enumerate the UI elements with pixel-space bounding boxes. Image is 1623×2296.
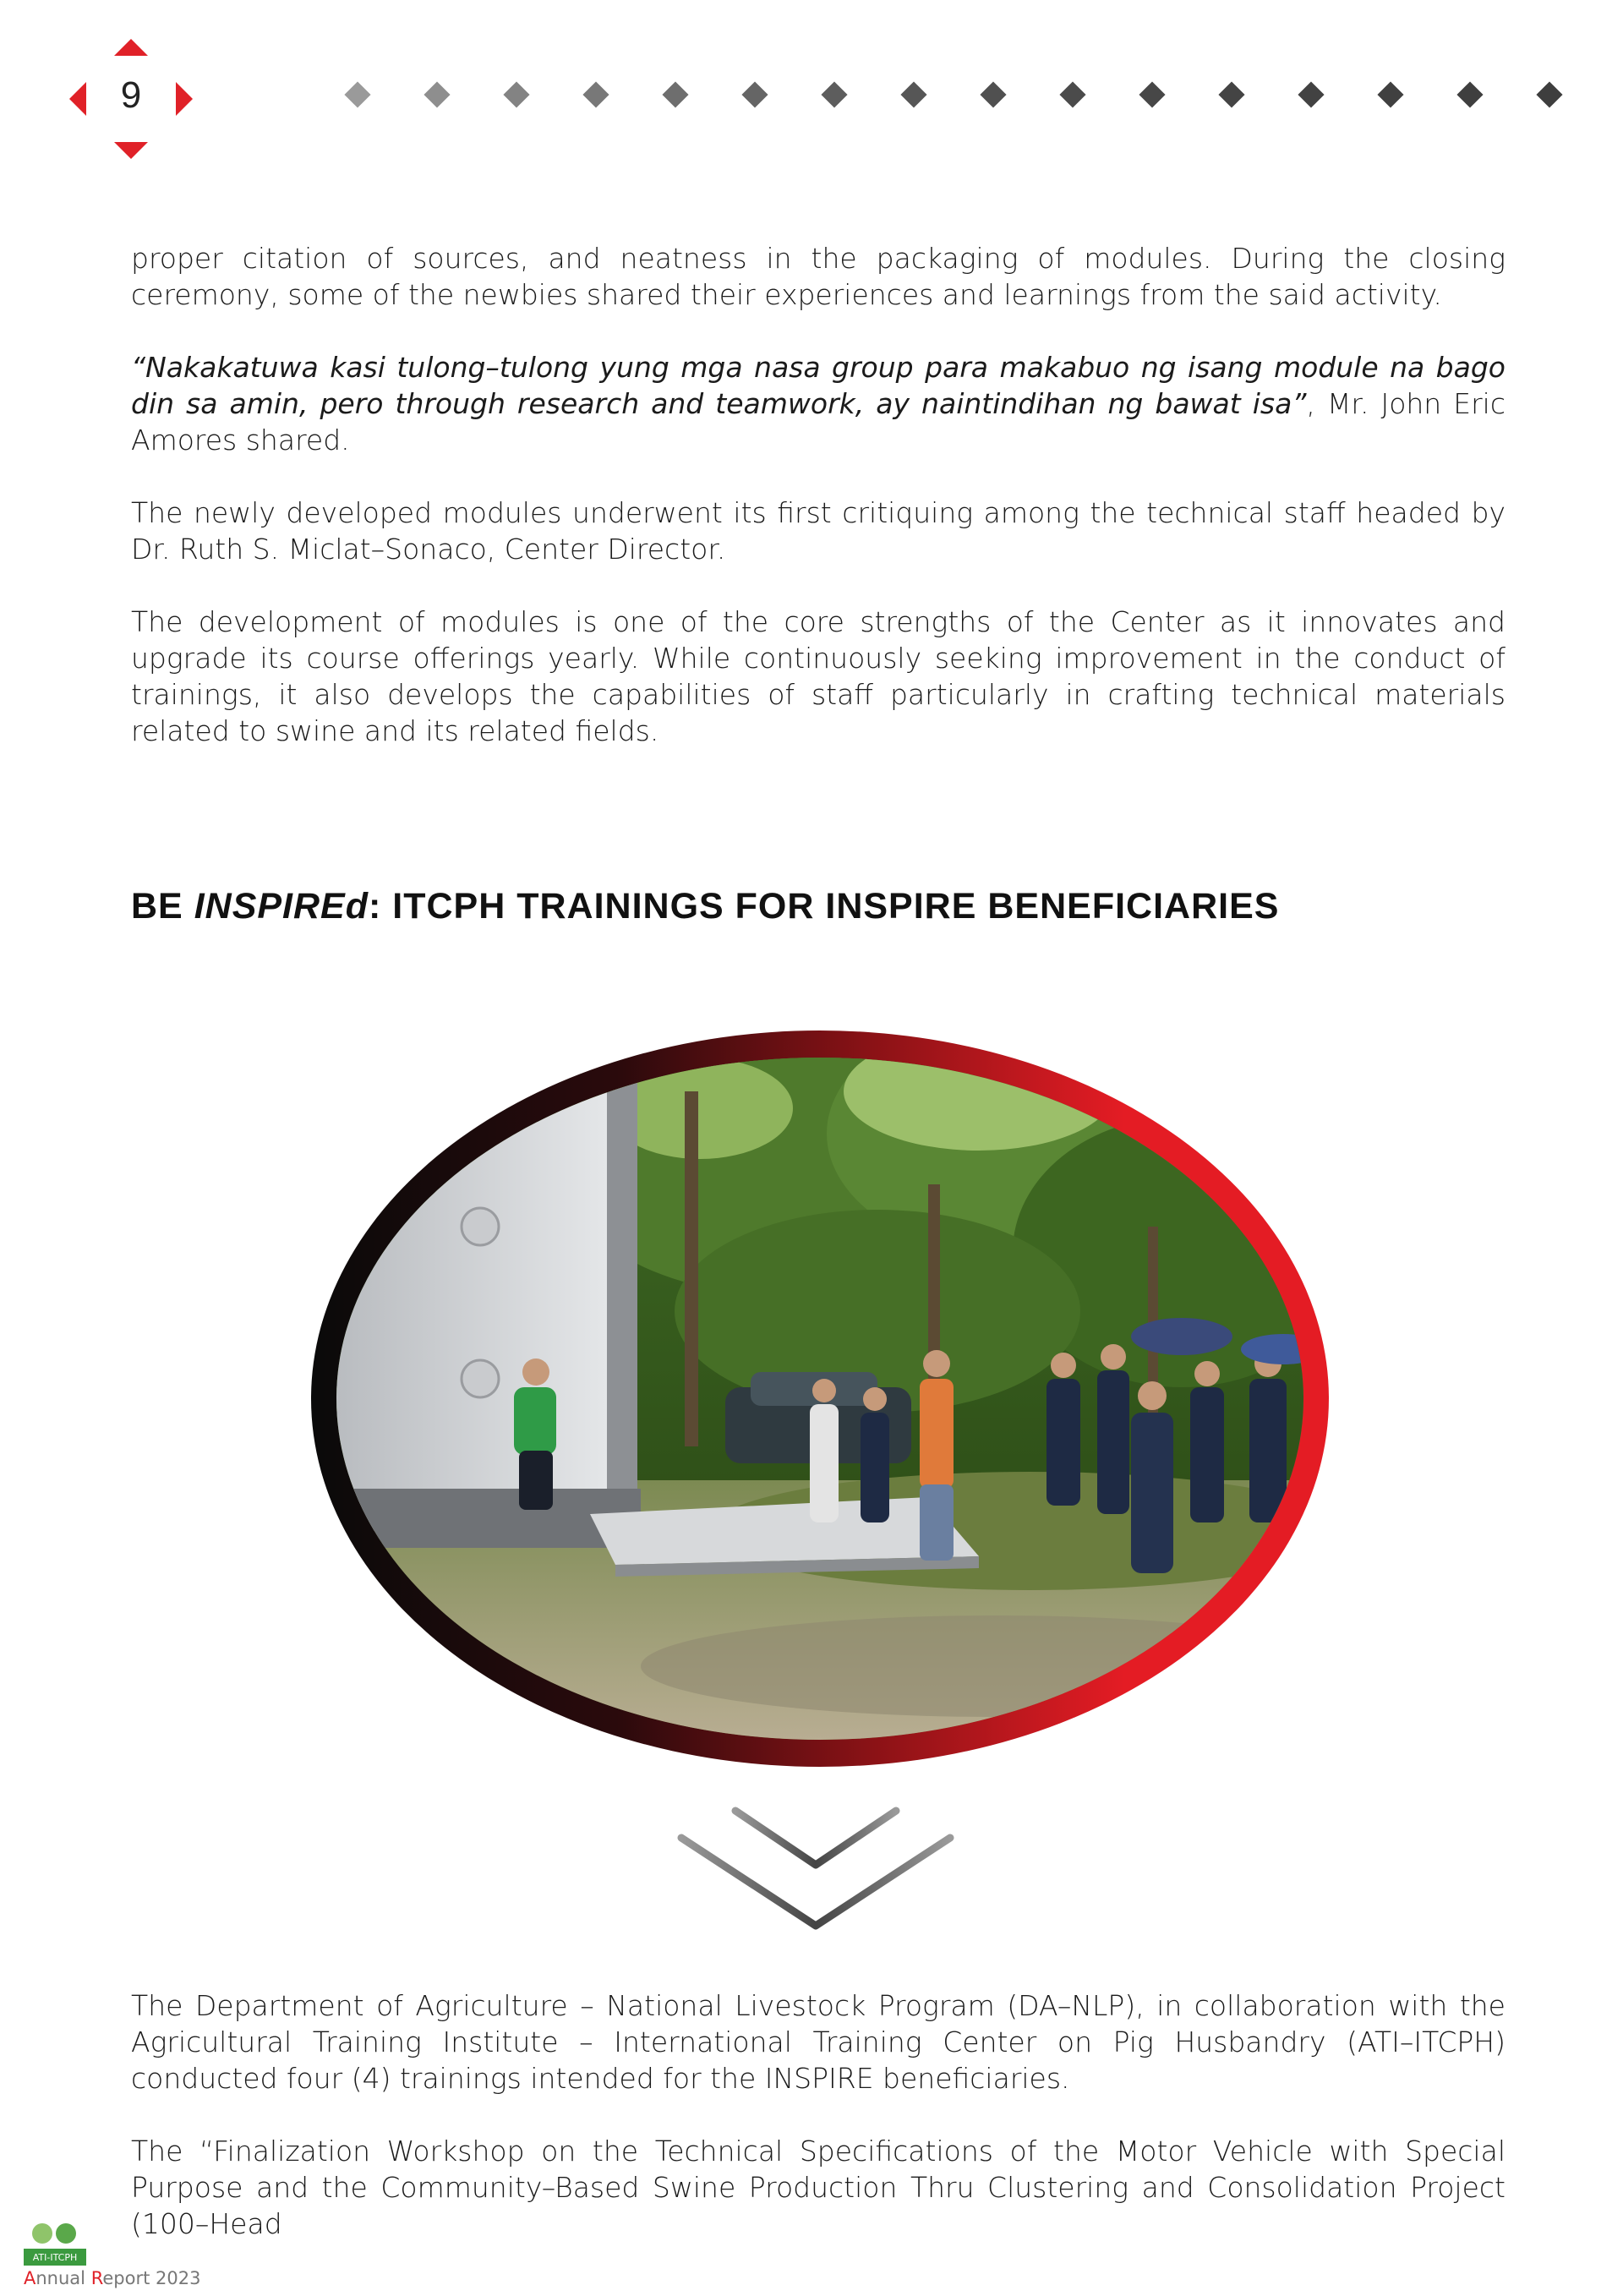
footer-annual-report: [24, 2267, 200, 2289]
footer-accent-a: A: [24, 2268, 36, 2288]
diamond-icon: [1059, 81, 1085, 107]
page-nav-marker: [69, 39, 193, 159]
heading-italic: INSPIREd: [194, 886, 369, 927]
arrow-down-icon: [114, 142, 148, 159]
diamond-icon: [1218, 81, 1244, 107]
page-number: 9: [120, 74, 142, 116]
paragraph-quote: [131, 349, 1506, 458]
paragraph-closing-ceremony: proper citation of sources, and neatness in the packaging of modules. During the closing ceremony, some of the newbies shared their experiences and learnings from the said activity.: [131, 242, 1506, 311]
heading-prefix: BE: [131, 886, 194, 927]
diamond-icon: [662, 81, 688, 107]
chevron-down-icon: [676, 1806, 955, 1932]
diamond-icon: [1139, 81, 1165, 107]
ati-itcph-logo: [24, 2220, 86, 2269]
diamond-icon: [344, 81, 370, 107]
photo-frame: [311, 1030, 1329, 1767]
heading-suffix: : ITCPH TRAININGS FOR INSPIRE BENEFICIARIES: [369, 886, 1280, 927]
diamond-icon: [980, 81, 1006, 107]
training-photo: [336, 1058, 1303, 1740]
footer-text-rest: eport 2023: [102, 2268, 201, 2288]
footer-text-nnual: nnual: [36, 2268, 91, 2288]
paragraph-module-development: The development of modules is one of the core strengths of the Center as it innovates and upgrade its course offerings yearly. While continuously seeking improvement in the conduct of trainings, it also develops the capabilities of staff particularly in crafting technical materials related to swine and its related fields.: [131, 605, 1506, 747]
diamond-icon: [741, 81, 768, 107]
quote-attribution: , Mr. John Eric Amores shared.: [131, 387, 1506, 456]
diamond-icon: [1536, 81, 1562, 107]
logo-label: ATI-ITCPH: [32, 2252, 78, 2263]
section-heading: [131, 884, 1279, 928]
training-photo-illustration: [336, 1058, 1303, 1740]
diamond-icon: [1456, 81, 1483, 107]
diamond-icon: [503, 81, 529, 107]
diamond-icon: [424, 81, 450, 107]
paragraph-da-nlp: The Department of Agriculture – National Livestock Program (DA–NLP), in collaboration with the Agricultural Training Institute – International Training Center on Pig Husbandry (ATI–ITCPH) conducted four (4) trainings intended for the INSPIRE beneficiaries.: [131, 1989, 1506, 2095]
decorative-diamond-row: [348, 85, 1566, 111]
quote-text: “Nakakatuwa kasi tulong–tulong yung mga nasa group para makabuo ng isang module na bago din sa amin, pero through research and teamwork, ay naintindihan ng bawat isa”: [131, 351, 1506, 420]
paragraph-critiquing: The newly developed modules underwent its first critiquing among the technical staff headed by Dr. Ruth S. Miclat–Sonaco, Center Director.: [131, 496, 1506, 566]
arrow-up-icon: [114, 39, 148, 56]
diamond-icon: [821, 81, 847, 107]
diamond-icon: [1377, 81, 1403, 107]
footer-accent-r: R: [90, 2268, 103, 2288]
diamond-icon: [1298, 81, 1324, 107]
paragraph-finalization-workshop: The “Finalization Workshop on the Technical Specifications of the Motor Vehicle with Special Purpose and the Community–Based Swine Production Thru Clustering and Consolidation Project (100–Head: [131, 2135, 1506, 2240]
diamond-icon: [582, 81, 609, 107]
diamond-icon: [900, 81, 926, 107]
